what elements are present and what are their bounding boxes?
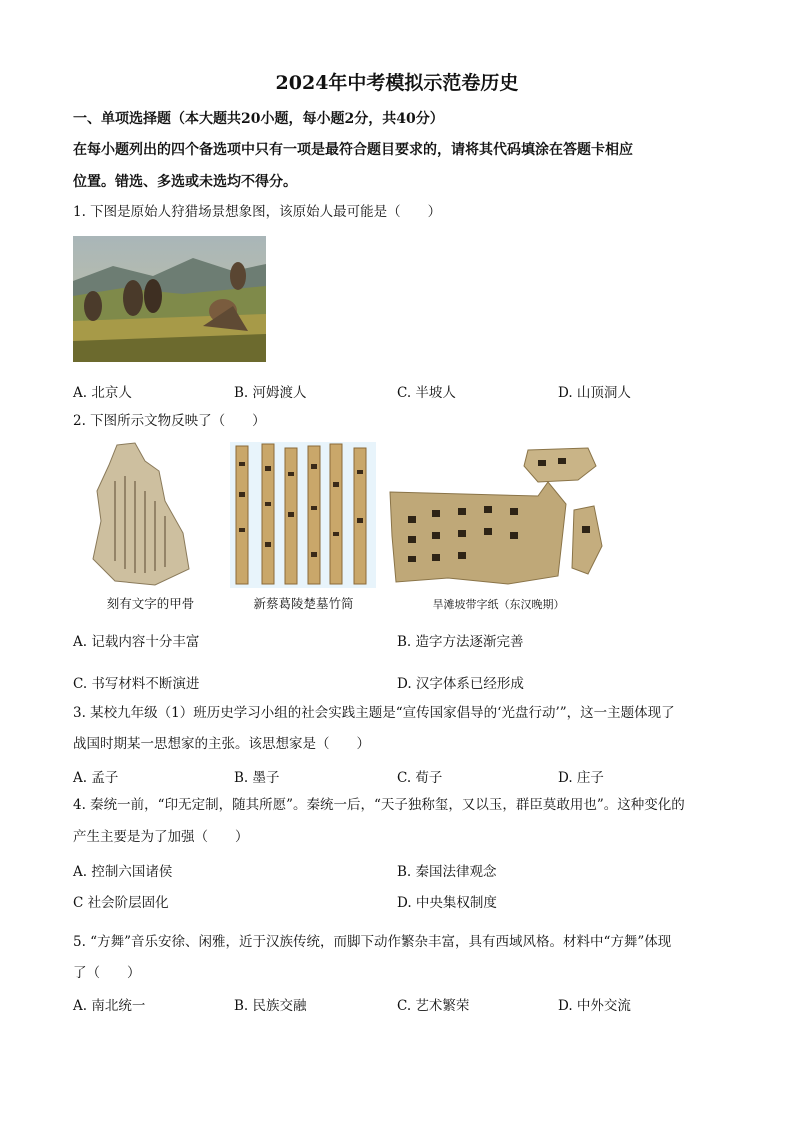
oracle-bone-image [85, 441, 193, 589]
bamboo-slips-image [230, 442, 376, 588]
q4-stem-line-2: 产生主要是为了加强（ ） [73, 829, 249, 845]
q2-option-c: C. 书写材料不断演进 [73, 676, 200, 692]
q2-stem: 2. 下图所示文物反映了（ ） [73, 413, 266, 429]
q3-option-d: D. 庄子 [558, 770, 604, 786]
caption-bamboo-slips: 新蔡葛陵楚墓竹简 [253, 596, 354, 611]
q1-option-a: A. 北京人 [73, 385, 132, 401]
q4-stem-line-1: 4. 秦统一前，“印无定制，随其所愿”。秦统一后，“天子独称玺，又以玉，群臣莫敢用也”。这种变化的 [73, 797, 685, 813]
q5-option-b: B. 民族交融 [234, 998, 307, 1014]
q5-option-d: D. 中外交流 [558, 998, 631, 1014]
q1-option-d: D. 山顶洞人 [558, 385, 631, 401]
q4-option-b: B. 秦国法律观念 [397, 864, 497, 880]
q1-option-c: C. 半坡人 [397, 385, 456, 401]
q3-option-c: C. 荀子 [397, 770, 443, 786]
instruction-line-2: 位置。错选、多选或未选均不得分。 [73, 174, 297, 190]
q5-stem-line-2: 了（ ） [73, 965, 141, 981]
q4-option-c: C 社会阶层固化 [73, 895, 169, 911]
q3-stem-line-1: 3. 某校九年级（1）班历史学习小组的社会实践主题是“宣传国家倡导的‘光盘行动’”，这一主题体现了 [73, 705, 675, 721]
q3-stem-line-2: 战国时期某一思想家的主张。该思想家是（ ） [73, 736, 370, 752]
q5-stem-line-1: 5. “方舞”音乐安徐、闲雅，近于汉族传统，而脚下动作繁杂丰富，具有西域风格。材料中“方舞”体现 [73, 934, 672, 950]
paper-fragments-image [388, 446, 613, 588]
q3-option-a: A. 孟子 [73, 770, 119, 786]
q2-option-d: D. 汉字体系已经形成 [397, 676, 524, 692]
section-heading: 一、单项选择题（本大题共20小题，每小题2分，共40分） [73, 111, 444, 127]
caption-paper: 旱滩坡带字纸（东汉晚期） [432, 598, 565, 611]
q1-option-b: B. 河姆渡人 [234, 385, 307, 401]
q5-option-c: C. 艺术繁荣 [397, 998, 470, 1014]
page-title: 2024年中考模拟示范卷历史 [275, 72, 519, 94]
q2-option-b: B. 造字方法逐渐完善 [397, 634, 524, 650]
q1-hunting-scene-image [73, 236, 266, 362]
q2-option-a: A. 记载内容十分丰富 [73, 634, 200, 650]
instructions [73, 134, 723, 198]
q3-option-b: B. 墨子 [234, 770, 280, 786]
caption-oracle-bone: 刻有文字的甲骨 [106, 596, 195, 611]
instruction-line-1: 在每小题列出的四个备选项中只有一项是最符合题目要求的，请将其代码填涂在答题卡相应 [73, 142, 633, 158]
q4-option-a: A. 控制六国诸侯 [73, 864, 173, 880]
q1-stem: 1. 下图是原始人狩猎场景想象图，该原始人最可能是（ ） [73, 204, 442, 220]
q4-option-d: D. 中央集权制度 [397, 895, 497, 911]
q5-option-a: A. 南北统一 [73, 998, 146, 1014]
